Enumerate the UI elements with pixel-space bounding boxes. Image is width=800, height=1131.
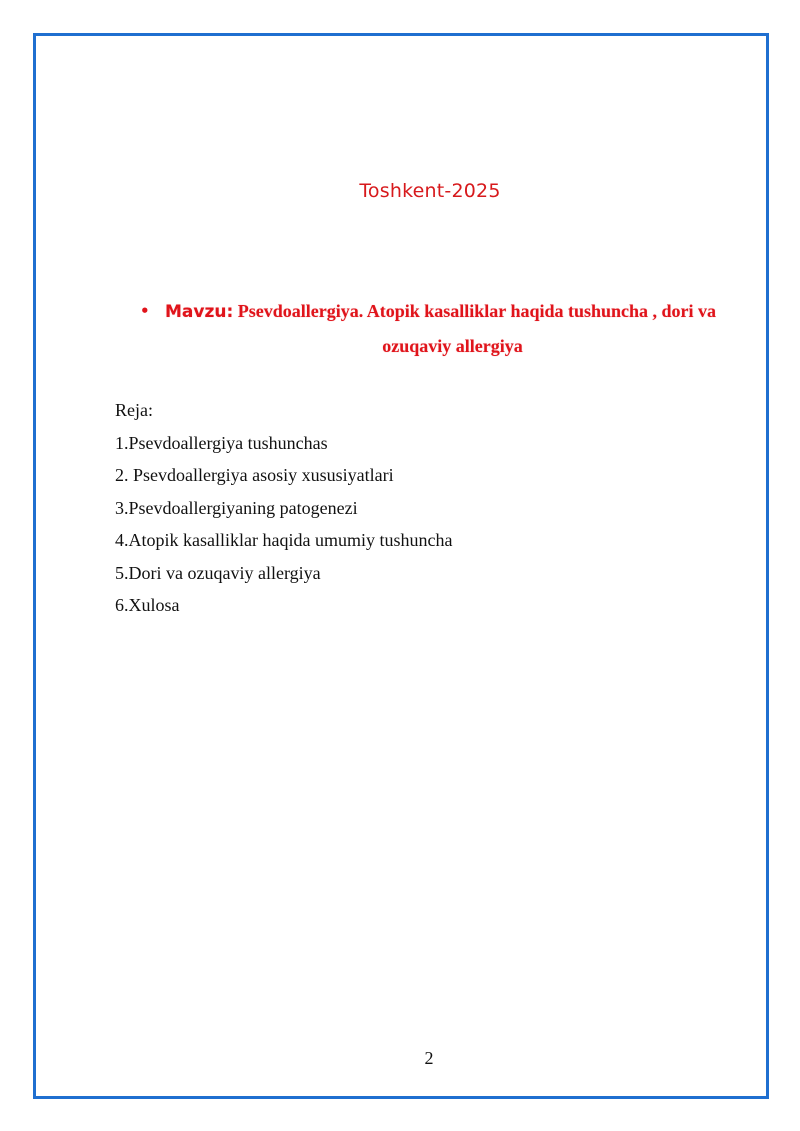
topic-title-line2: ozuqaviy allergiya xyxy=(382,336,523,356)
page-number: 2 xyxy=(424,1048,434,1068)
plan-item: 2. Psevdoallergiya asosiy xususiyatlari xyxy=(115,465,394,485)
plan-heading: Reja: xyxy=(115,400,153,420)
city-year: Toshkent-2025 xyxy=(359,180,501,202)
plan-item: 1.Psevdoallergiya tushunchas xyxy=(115,432,328,453)
plan-item: 4.Atopik kasalliklar haqida umumiy tushuncha xyxy=(115,530,453,550)
topic-block xyxy=(140,294,750,363)
plan-list xyxy=(115,394,452,622)
topic-label: Mavzu: xyxy=(165,302,234,322)
bullet-icon: • xyxy=(140,302,150,320)
plan-item: 3.Psevdoallergiyaning patogenezi xyxy=(115,497,358,518)
topic-title-line1 xyxy=(140,294,750,329)
topic-title-text: Psevdoallergiya. Atopik kasalliklar haqida tushuncha , dori va xyxy=(233,301,717,321)
plan-item: 6.Xulosa xyxy=(115,595,180,615)
plan-item: 5.Dori va ozuqaviy allergiya xyxy=(115,562,321,583)
